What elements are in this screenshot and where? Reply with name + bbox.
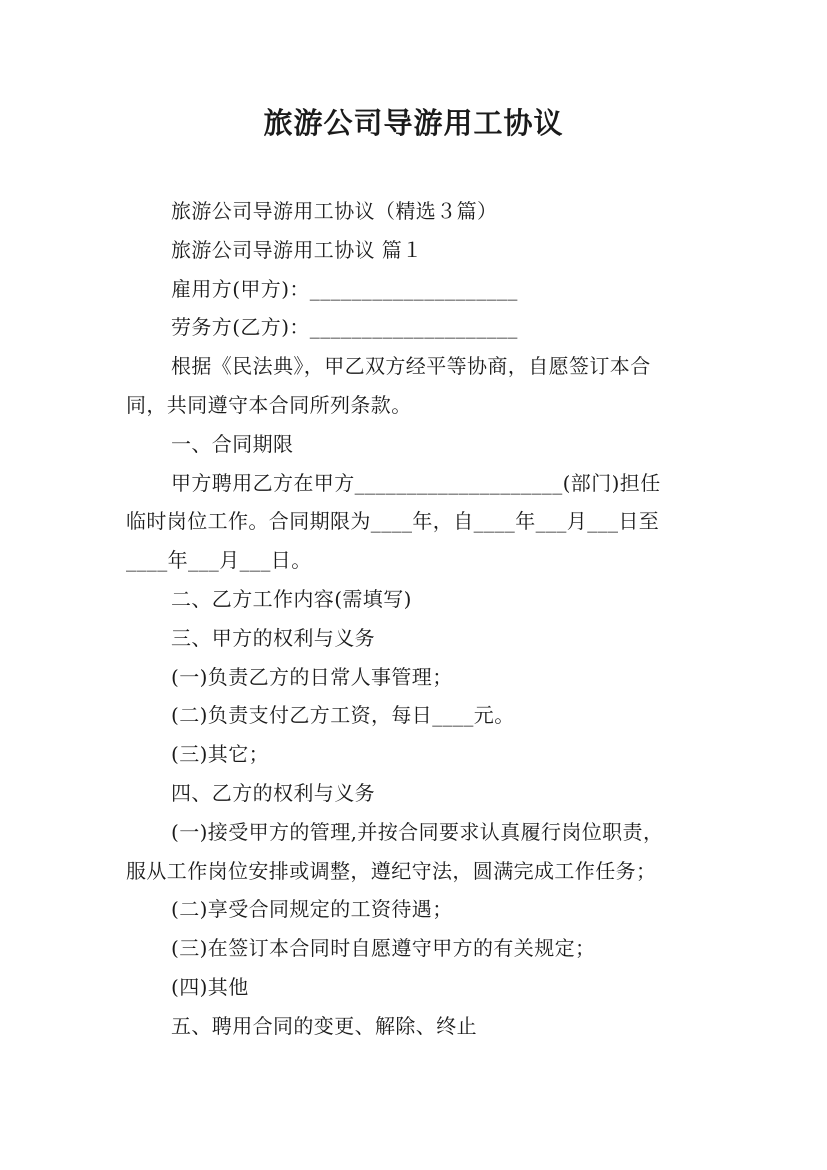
document-body [126,192,704,1046]
clause-item: (四)其他 [171,974,249,999]
paragraph-line: 根据《民法典》，甲乙双方经平等协商，自愿签订本合 [171,354,651,379]
clause-item: (三)在签订本合同时自愿遵守甲方的有关规定； [171,936,596,961]
document-title: 旅游公司导游用工协议 [263,106,564,140]
clause-item: (二)负责支付乙方工资，每日____元。 [171,703,515,728]
subtitle-selected: 旅游公司导游用工协议（精选３篇） [171,199,498,223]
employer-field: 雇用方(甲方)：____________________ [171,276,518,301]
paragraph-line: 临时岗位工作。合同期限为____年，自____年___月___日至 [126,509,660,534]
paragraph-line: 甲方聘用乙方在甲方____________________(部门)担任 [171,470,661,495]
clause-heading: 一、合同期限 [171,431,294,456]
clause-heading: 五、聘用合同的变更、解除、终止 [171,1013,477,1038]
clause-item: (二)享受合同规定的工资待遇； [171,897,453,922]
clause-item: (一)接受甲方的管理,并按合同要求认真履行岗位职责， [171,819,664,844]
paragraph-line: 同，共同遵守本合同所列条款。 [126,392,412,417]
clause-heading: 四、乙方的权利与义务 [171,780,375,805]
section-heading-part1: 旅游公司导游用工协议 篇１ [171,237,423,262]
clause-heading: 三、甲方的权利与义务 [171,625,375,650]
clause-item: (三)其它； [171,742,270,767]
laborer-field: 劳务方(乙方)：____________________ [171,315,518,340]
paragraph-line: 服从工作岗位安排或调整，遵纪守法，圆满完成工作任务； [126,858,657,883]
paragraph-line: ____年___月___日。 [126,548,312,573]
clause-heading: 二、乙方工作内容(需填写) [171,586,412,611]
clause-item: (一)负责乙方的日常人事管理； [171,664,453,689]
